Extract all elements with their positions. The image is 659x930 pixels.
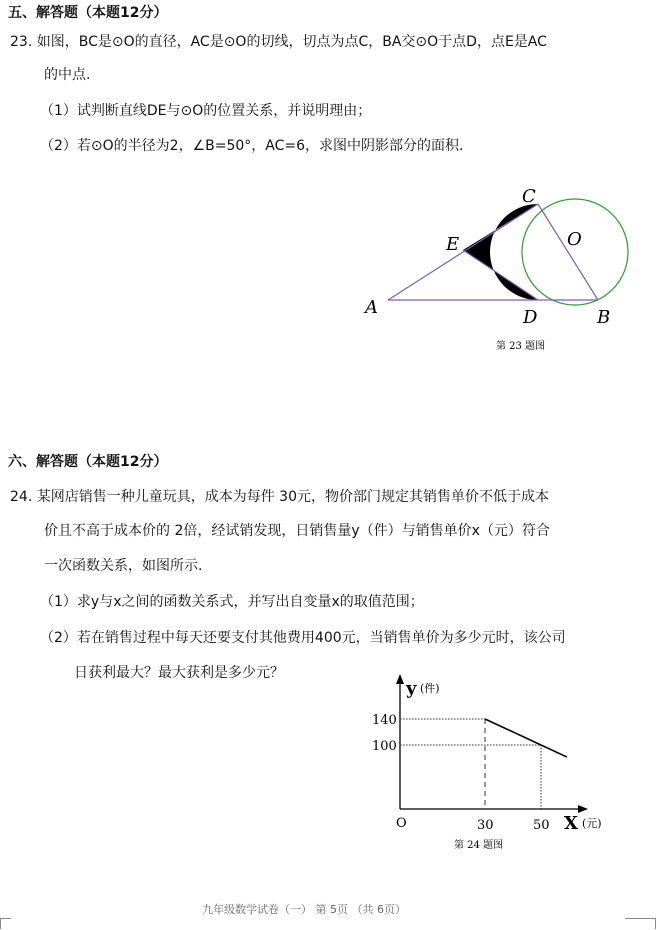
label-a: A bbox=[365, 297, 378, 318]
page-footer: 九年级数学试卷（一） 第 5页 （共 6页） bbox=[202, 903, 406, 916]
q24-stem-line1: 24. 某网店销售一种儿童玩具，成本为每件 30元，物价部门规定其销售单价不低于成本 bbox=[10, 489, 549, 505]
q23-figure bbox=[355, 178, 640, 358]
circle-o bbox=[522, 199, 628, 305]
x-tick-50: 50 bbox=[533, 818, 550, 833]
q24-part2-line2: 日获利最大？最大获利是多少元？ bbox=[74, 665, 284, 681]
y-axis-label: y bbox=[406, 678, 417, 699]
q24-stem-line2: 价且不高于成本价的 2倍，经试销发现，日销售量y（件）与销售单价x（元）符合 bbox=[44, 523, 550, 539]
crop-mark-right bbox=[625, 918, 656, 929]
line-cb bbox=[538, 204, 598, 300]
q24-part1: （1）求y与x之间的函数关系式，并写出自变量x的取值范围； bbox=[40, 594, 424, 610]
x-axis-label: X bbox=[564, 813, 578, 834]
y-axis-arrow bbox=[396, 674, 404, 684]
series-line bbox=[485, 719, 567, 757]
q23-part1: （1）试判断直线DE与⊙O的位置关系，并说明理由； bbox=[40, 103, 372, 119]
q23-part2: （2）若⊙O的半径为2，∠B=50°，AC=6，求图中阴影部分的面积. bbox=[40, 138, 464, 154]
shaded-region bbox=[463, 204, 538, 300]
q24-graph-caption: 第 24 题图 bbox=[454, 840, 504, 851]
y-tick-140: 140 bbox=[372, 713, 397, 728]
label-c: C bbox=[522, 186, 536, 207]
y-axis-unit: (件) bbox=[420, 682, 440, 695]
x-tick-30: 30 bbox=[477, 818, 494, 833]
label-o: O bbox=[567, 229, 582, 250]
q24-stem-line3: 一次函数关系，如图所示. bbox=[44, 558, 203, 574]
x-axis-arrow bbox=[578, 805, 588, 813]
label-b: B bbox=[597, 307, 611, 328]
label-e: E bbox=[446, 234, 460, 255]
y-tick-100: 100 bbox=[372, 739, 397, 754]
q23-figure-caption: 第 23 题图 bbox=[496, 341, 546, 352]
q23-stem-line2: 的中点. bbox=[44, 67, 91, 83]
q23-stem-line1: 23. 如图，BC是⊙O的直径，AC是⊙O的切线，切点为点C，BA交⊙O于点D，点E是AC bbox=[10, 34, 547, 50]
q24-part2-line1: （2）若在销售过程中每天还要支付其他费用400元，当销售单价为多少元时，该公司 bbox=[40, 630, 566, 646]
label-d: D bbox=[523, 307, 538, 328]
origin-label: O bbox=[396, 816, 407, 831]
crop-mark-left bbox=[0, 918, 11, 929]
q24-graph bbox=[360, 672, 625, 857]
x-axis-unit: (元) bbox=[582, 817, 602, 830]
section-5-heading: 五、解答题（本题12分） bbox=[8, 5, 168, 21]
section-6-heading: 六、解答题（本题12分） bbox=[8, 454, 168, 470]
